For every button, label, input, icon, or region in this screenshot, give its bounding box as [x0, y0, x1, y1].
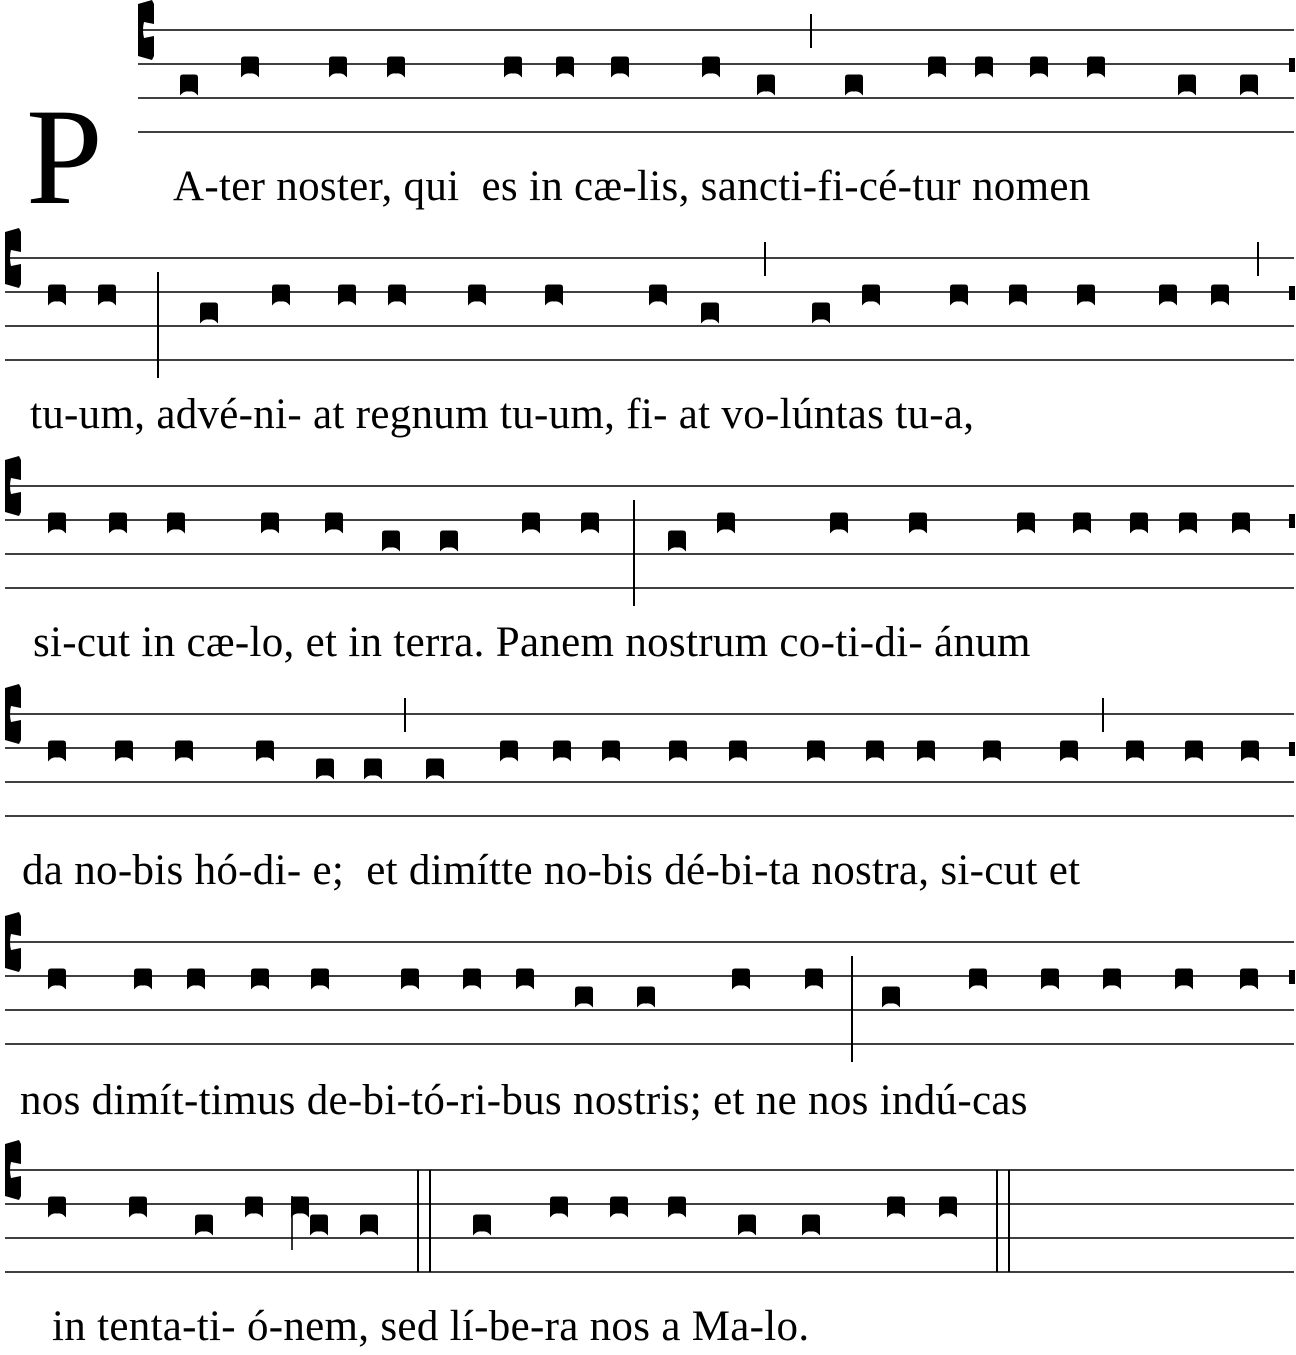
- neume-punctum: [802, 1215, 820, 1236]
- neume-punctum: [256, 741, 274, 762]
- neume-punctum: [887, 1197, 905, 1218]
- neume-punctum: [1241, 741, 1259, 762]
- neume-punctum: [426, 759, 444, 780]
- neume-punctum: [669, 741, 687, 762]
- neume-punctum: [382, 531, 400, 552]
- neume-punctum: [245, 1197, 263, 1218]
- neume-punctum: [1240, 969, 1258, 990]
- neume-punctum: [1103, 969, 1121, 990]
- neume-punctum: [316, 759, 334, 780]
- drop-cap-initial: P: [26, 80, 103, 233]
- neume-punctum: [1073, 513, 1091, 534]
- neume-punctum: [401, 969, 419, 990]
- neume-punctum: [516, 969, 534, 990]
- neume-punctum: [261, 513, 279, 534]
- neume-punctum: [611, 57, 629, 78]
- neume-punctum: [909, 513, 927, 534]
- neume-punctum: [917, 741, 935, 762]
- neume-punctum: [1077, 285, 1095, 306]
- neume-punctum: [637, 987, 655, 1008]
- neume-punctum: [550, 1197, 568, 1218]
- neume-punctum: [701, 303, 719, 324]
- neume-punctum: [983, 741, 1001, 762]
- neume-punctum: [175, 741, 193, 762]
- neume-punctum: [830, 513, 848, 534]
- lyric-line: nos dimít-timus de-bi-tó-ri-bus nostris; et ne nos indú-cas: [20, 1077, 1028, 1124]
- neume-punctum: [364, 759, 382, 780]
- neume-punctum: [463, 969, 481, 990]
- neume-punctum: [338, 285, 356, 306]
- neume-punctum: [134, 969, 152, 990]
- neume-punctum: [1030, 57, 1048, 78]
- neume-punctum: [272, 285, 290, 306]
- neume-punctum: [1017, 513, 1035, 534]
- neume-punctum: [882, 987, 900, 1008]
- neume-punctum: [1130, 513, 1148, 534]
- custos-mark: [1289, 58, 1295, 72]
- neume-punctum: [325, 513, 343, 534]
- neume-punctum: [48, 1197, 66, 1218]
- neume-punctum: [1060, 741, 1078, 762]
- neume-punctum: [556, 57, 574, 78]
- neume-punctum: [729, 741, 747, 762]
- neume-punctum: [610, 1197, 628, 1218]
- neume-punctum: [1185, 741, 1203, 762]
- neume-punctum: [48, 285, 66, 306]
- neume-punctum: [109, 513, 127, 534]
- neume-punctum: [48, 969, 66, 990]
- neume-punctum: [649, 285, 667, 306]
- neume-punctum: [862, 285, 880, 306]
- neume-punctum: [311, 969, 329, 990]
- neume-punctum: [291, 1197, 309, 1218]
- neume-punctum: [310, 1215, 328, 1236]
- neume-punctum: [1240, 75, 1258, 96]
- neume-punctum: [602, 741, 620, 762]
- neume-punctum: [1179, 513, 1197, 534]
- neume-punctum: [1126, 741, 1144, 762]
- neume-punctum: [329, 57, 347, 78]
- neume-punctum: [702, 57, 720, 78]
- neume-punctum: [969, 969, 987, 990]
- neume-punctum: [129, 1197, 147, 1218]
- neume-punctum: [98, 285, 116, 306]
- custos-mark: [1289, 286, 1295, 300]
- neume-punctum: [757, 75, 775, 96]
- neume-punctum: [975, 57, 993, 78]
- neume-punctum: [732, 969, 750, 990]
- neume-punctum: [440, 531, 458, 552]
- lyric-line: da no-bis hó-di- e; et dimítte no-bis dé-bi-ta nostra, si-cut et: [22, 847, 1081, 894]
- lyric-line: si-cut in cæ-lo, et in terra. Panem nostrum co-ti-di- ánum: [33, 619, 1031, 666]
- neume-punctum: [1009, 285, 1027, 306]
- neume-punctum: [473, 1215, 491, 1236]
- neume-punctum: [812, 303, 830, 324]
- neume-punctum: [1232, 513, 1250, 534]
- neume-punctum: [805, 969, 823, 990]
- neume-punctum: [939, 1197, 957, 1218]
- neume-punctum: [200, 303, 218, 324]
- neume-punctum: [553, 741, 571, 762]
- neume-punctum: [504, 57, 522, 78]
- neume-punctum: [48, 741, 66, 762]
- neume-punctum: [48, 513, 66, 534]
- neume-punctum: [1211, 285, 1229, 306]
- custos-mark: [1289, 970, 1295, 984]
- neume-punctum: [845, 75, 863, 96]
- neume-punctum: [668, 1197, 686, 1218]
- custos-mark: [1289, 742, 1295, 756]
- neume-punctum: [241, 57, 259, 78]
- neume-punctum: [468, 285, 486, 306]
- lyric-line: tu-um, advé-ni- at regnum tu-um, fi- at vo-lúntas tu-a,: [30, 391, 975, 438]
- neume-punctum: [866, 741, 884, 762]
- neume-punctum: [581, 513, 599, 534]
- neume-punctum: [388, 285, 406, 306]
- neume-punctum: [522, 513, 540, 534]
- neume-punctum: [950, 285, 968, 306]
- neume-punctum: [1175, 969, 1193, 990]
- neume-punctum: [360, 1215, 378, 1236]
- neume-punctum: [115, 741, 133, 762]
- neume-punctum: [1178, 75, 1196, 96]
- neume-punctum: [167, 513, 185, 534]
- neume-punctum: [717, 513, 735, 534]
- neume-punctum: [545, 285, 563, 306]
- neume-punctum: [195, 1215, 213, 1236]
- neume-punctum: [180, 75, 198, 96]
- lyric-line: in tenta-ti- ó-nem, sed lí-be-ra nos a Ma-lo.: [52, 1303, 810, 1350]
- neume-punctum: [387, 57, 405, 78]
- neume-punctum: [575, 987, 593, 1008]
- neume-punctum: [928, 57, 946, 78]
- neume-punctum: [1087, 57, 1105, 78]
- neume-punctum: [668, 531, 686, 552]
- neume-punctum: [1041, 969, 1059, 990]
- neume-punctum: [738, 1215, 756, 1236]
- neume-punctum: [187, 969, 205, 990]
- neume-punctum: [807, 741, 825, 762]
- lyric-line: A-ter noster, qui es in cæ-lis, sancti-fi-cé-tur nomen: [173, 163, 1091, 210]
- neume-punctum: [251, 969, 269, 990]
- custos-mark: [1289, 514, 1295, 528]
- neume-punctum: [1159, 285, 1177, 306]
- neume-punctum: [500, 741, 518, 762]
